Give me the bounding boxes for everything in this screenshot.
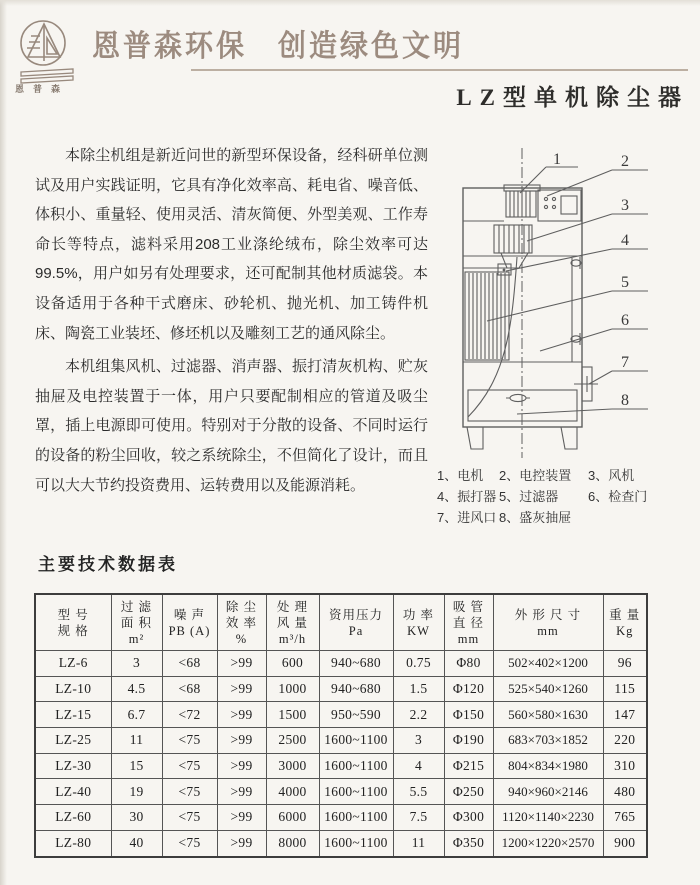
table-cell: 40	[111, 830, 162, 856]
table-cell: 2.2	[393, 702, 444, 728]
table-cell: >99	[217, 830, 266, 856]
diagram-callout-3: 3	[621, 197, 629, 214]
table-cell: 96	[603, 651, 647, 677]
header-cell: 重 量 Kg	[603, 594, 647, 651]
diagram-callout-6: 6	[621, 312, 629, 329]
legend-item: 6、检查门	[588, 489, 648, 504]
table-row	[35, 728, 647, 754]
table-row	[35, 830, 647, 856]
legend-item: 4、振打器	[437, 489, 497, 504]
intro-paragraph-2: 本机组集风机、过滤器、消声器、振打清灰机构、贮灰抽屉及电控装置于一体，用户只要配制相应的管道及吸尘罩，插上电源即可使用。特别对于分散的设备、不同时运行的设备的粉尘回收，较之系统除尘，不但简化了设计，而且可以大大节约投资费用、运转费用以及能源消耗。	[35, 358, 428, 494]
brand-slogan: 恩普森环保 创造绿色文明	[92, 28, 465, 63]
header-cell: 功 率 KW	[393, 594, 444, 651]
table-cell: >99	[217, 651, 266, 677]
table-cell: 1120×1140×2230	[493, 805, 603, 831]
control-panel	[538, 190, 581, 221]
legend-item: 2、电控装置	[499, 468, 572, 483]
table-cell: 940×960×2146	[493, 779, 603, 805]
table-cell: 1000	[266, 676, 319, 702]
table-row	[35, 702, 647, 728]
drawer-handle	[510, 394, 526, 401]
table-cell: 900	[603, 830, 647, 856]
table-cell: LZ-25	[35, 728, 111, 754]
table-cell: <75	[162, 805, 217, 831]
diagram-callout-5: 5	[621, 274, 629, 291]
header-cell: 过 滤 面 积 m²	[111, 594, 162, 651]
table-cell: <68	[162, 676, 217, 702]
table-cell: Φ250	[444, 779, 493, 805]
header-cell: 型 号 规 格	[35, 594, 111, 651]
brand-name: 恩普森	[15, 84, 70, 94]
table-cell: 1200×1220×2570	[493, 830, 603, 856]
leg-right	[561, 427, 577, 449]
table-row	[35, 805, 647, 831]
table-cell: <75	[162, 779, 217, 805]
table-cell: Φ190	[444, 728, 493, 754]
table-cell: 1.5	[393, 676, 444, 702]
table-cell: >99	[217, 728, 266, 754]
table-cell: >99	[217, 805, 266, 831]
table-cell: >99	[217, 779, 266, 805]
spec-table	[34, 593, 648, 858]
table-cell: 11	[393, 830, 444, 856]
table-cell: 7.5	[393, 805, 444, 831]
table-cell: LZ-10	[35, 676, 111, 702]
table-row	[35, 651, 647, 677]
spec-table-head-row	[35, 594, 647, 651]
table-cell: 0.75	[393, 651, 444, 677]
diagram-callout-8: 8	[621, 392, 629, 409]
leg-left	[467, 427, 483, 449]
table-cell: 115	[603, 676, 647, 702]
table-cell: 1600~1100	[319, 779, 393, 805]
table-cell: 1500	[266, 702, 319, 728]
table-cell: 3	[111, 651, 162, 677]
filter	[465, 272, 509, 360]
table-cell: LZ-80	[35, 830, 111, 856]
table-cell: 940~680	[319, 651, 393, 677]
spec-table-body	[35, 651, 647, 857]
table-cell: Φ150	[444, 702, 493, 728]
table-title: 主要技术数据表	[38, 555, 178, 574]
legend-item: 1、电机	[437, 468, 484, 483]
table-cell: Φ300	[444, 805, 493, 831]
table-row	[35, 676, 647, 702]
header-cell: 吸 管 直 径 mm	[444, 594, 493, 651]
table-cell: 19	[111, 779, 162, 805]
table-cell: LZ-30	[35, 753, 111, 779]
table-cell: 5.5	[393, 779, 444, 805]
table-cell: <72	[162, 702, 217, 728]
diagram-callout-1: 1	[553, 151, 561, 168]
table-cell: 15	[111, 753, 162, 779]
table-cell: 525×540×1260	[493, 676, 603, 702]
table-cell: 3	[393, 728, 444, 754]
table-cell: 3000	[266, 753, 319, 779]
header-cell: 处 理 风 量 m³/h	[266, 594, 319, 651]
legend-item: 8、盛灰抽屉	[499, 510, 572, 525]
table-cell: LZ-6	[35, 651, 111, 677]
table-cell: >99	[217, 676, 266, 702]
table-cell: 1600~1100	[319, 830, 393, 856]
table-cell: 8000	[266, 830, 319, 856]
table-cell: LZ-60	[35, 805, 111, 831]
table-cell: 940~680	[319, 676, 393, 702]
table-cell: 30	[111, 805, 162, 831]
table-cell: Φ120	[444, 676, 493, 702]
table-cell: 480	[603, 779, 647, 805]
table-cell: <75	[162, 753, 217, 779]
header-cell: 除 尘 效 率 %	[217, 594, 266, 651]
table-cell: LZ-15	[35, 702, 111, 728]
table-cell: Φ215	[444, 753, 493, 779]
diagram-callout-2: 2	[621, 153, 629, 170]
table-cell: 4000	[266, 779, 319, 805]
product-diagram	[438, 142, 696, 462]
table-cell: 11	[111, 728, 162, 754]
table-cell: 950~590	[319, 702, 393, 728]
table-row	[35, 779, 647, 805]
legend-item: 7、进风口	[437, 510, 497, 525]
table-cell: 6.7	[111, 702, 162, 728]
table-cell: Φ350	[444, 830, 493, 856]
table-cell: LZ-40	[35, 779, 111, 805]
table-cell: >99	[217, 702, 266, 728]
header-cell: 资用压力 Pa	[319, 594, 393, 651]
table-cell: <75	[162, 830, 217, 856]
page-title: LZ型单机除尘器	[456, 85, 689, 110]
table-cell: 147	[603, 702, 647, 728]
table-cell: 502×402×1200	[493, 651, 603, 677]
diagram-legend	[437, 469, 669, 525]
table-cell: 4	[393, 753, 444, 779]
intro-paragraph-1: 本除尘机组是新近问世的新型环保设备，经科研单位测试及用户实践证明，它具有净化效率高、耗电省、噪音低、体积小、重量轻、使用灵活、清灰简便、外型美观、工作寿命长等特点，滤料采用208工业涤纶绒布，除尘效率可达99.5%，用户如另有处理要求，还可配制其他材质滤袋。本设备适用于各种干式磨床、砂轮机、抛光机、加工铸件机床、陶瓷工业装坯、修坯机以及雕刻工艺的通风除尘。	[35, 147, 428, 342]
table-cell: 6000	[266, 805, 319, 831]
table-cell: 765	[603, 805, 647, 831]
legend-item: 5、过滤器	[499, 489, 559, 504]
table-cell: 1600~1100	[319, 753, 393, 779]
fan	[494, 225, 532, 253]
table-row	[35, 753, 647, 779]
legend-item: 3、风机	[588, 468, 635, 483]
table-cell: 1600~1100	[319, 728, 393, 754]
header-cell: 外 形 尺 寸 mm	[493, 594, 603, 651]
table-cell: 310	[603, 753, 647, 779]
table-cell: 683×703×1852	[493, 728, 603, 754]
table-cell: 560×580×1630	[493, 702, 603, 728]
table-cell: <68	[162, 651, 217, 677]
table-cell: <75	[162, 728, 217, 754]
table-cell: Φ80	[444, 651, 493, 677]
header-cell: 噪 声 PB (A)	[162, 594, 217, 651]
table-cell: 1600~1100	[319, 805, 393, 831]
diagram-callout-7: 7	[621, 354, 629, 371]
table-cell: >99	[217, 753, 266, 779]
table-cell: 220	[603, 728, 647, 754]
table-cell: 2500	[266, 728, 319, 754]
header-rule	[191, 69, 688, 71]
diagram-callout-4: 4	[621, 232, 629, 249]
intro-text	[35, 141, 428, 500]
table-cell: 600	[266, 651, 319, 677]
table-cell: 4.5	[111, 676, 162, 702]
table-cell: 804×834×1980	[493, 753, 603, 779]
